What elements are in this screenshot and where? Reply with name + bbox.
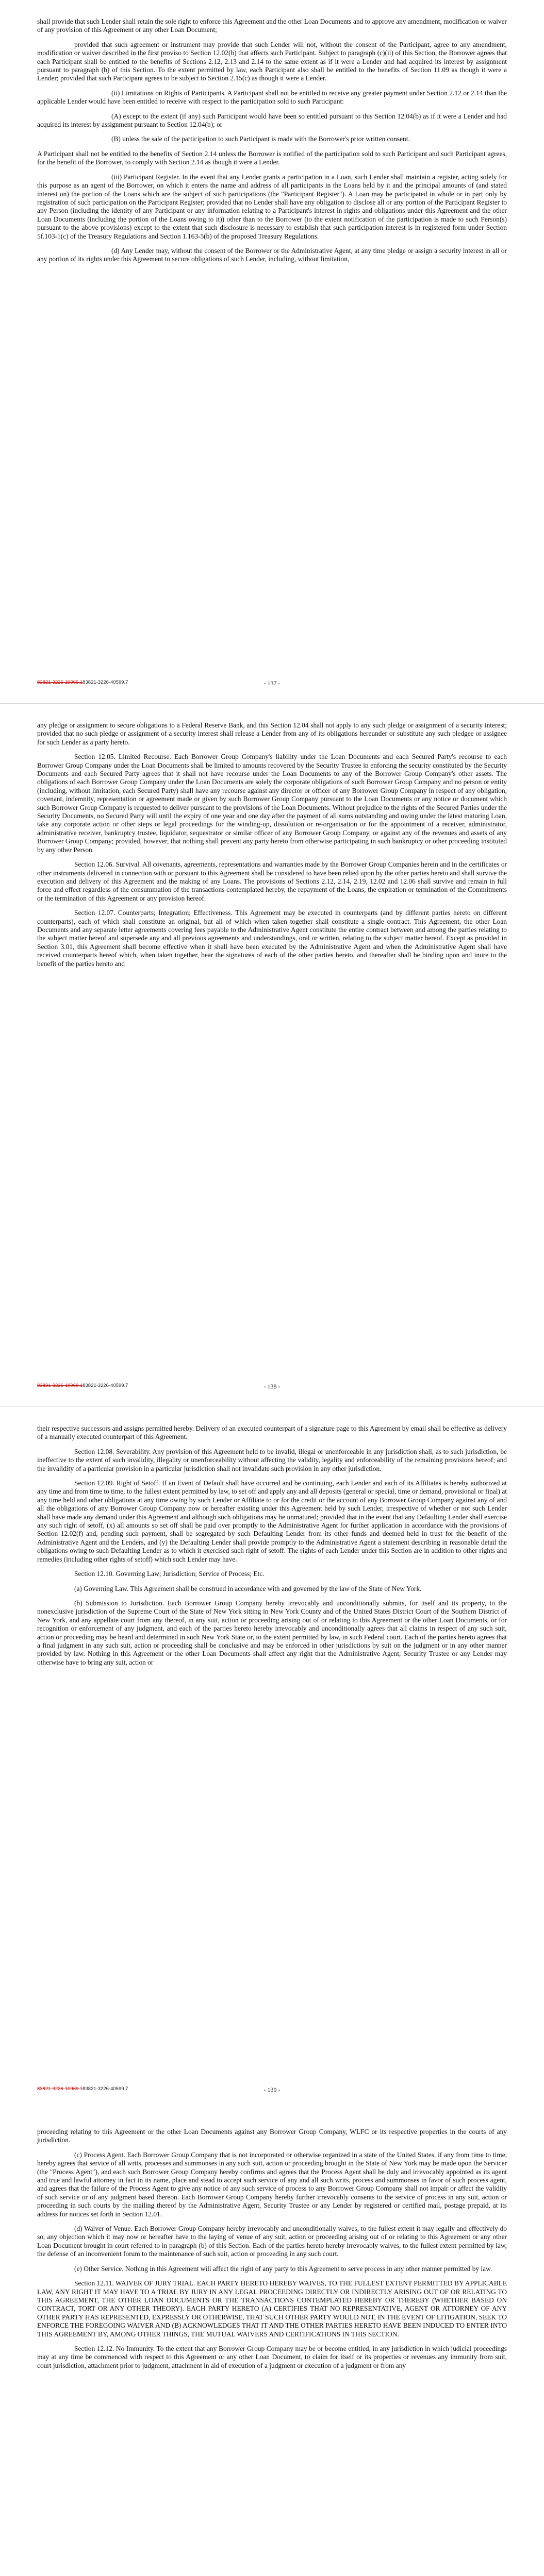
document-page bbox=[0, 703, 544, 1406]
page-number: - 139 - bbox=[263, 2086, 281, 2093]
document-id-current: 83821-3226-40599.7 bbox=[83, 2086, 128, 2092]
paragraph: (d) Any Lender may, without the consent of the Borrower or the Administrative Agent, at any time pledge or assign a security interest in all or any portion of its rights under this Agreement to secure obligations of such Lender, including, without limitation, bbox=[37, 246, 507, 263]
document-id-deleted: 83821-3226-10969.1 bbox=[37, 680, 83, 685]
page-number: - 137 - bbox=[263, 680, 281, 687]
paragraph: shall provide that such Lender shall retain the sole right to enforce this Agreement and the other Loan Documents and to approve any amendment, modification or waiver of any provision of this Agreement or any other Loan Document; bbox=[37, 18, 507, 34]
document-id-deleted: 83821-3226-10969.1 bbox=[37, 2086, 83, 2092]
paragraph: (iii) Participant Register. In the event that any Lender grants a participation in a Loan, such Lender shall maintain a register, acting solely for this purpose as an agent of the Borrower, on which it enters the name and address of all participants in the Loans held by it and the principal amounts of (and stated interest on) the portion of the Loans which are the subject of such participations (the "Participant Register"). A Loan may be participated in whole or in part only by registration of such participation on the Participant Register; provided that no Lender shall have any obligation to disclose all or any portion of the Participant Register to any Person (including the identity of any Participant or any information relating to a Participant's interest in rights and obligations under this Agreement and the other Loan Documents (including the portion of the Loans owing to it)) other than to the Borrower (to the extent notification of the participation is made to such Person(s) pursuant to the above provisions) except to the extent that such disclosure is necessary to establish that such participation interest is in registered form under Section 5f.103-1(c) of the Treasury Regulations and Section 1.163-5(b) of the proposed Treasury Regulations. bbox=[37, 173, 507, 240]
paragraph: Section 12.11. WAIVER OF JURY TRIAL. EACH PARTY HERETO HEREBY WAIVES, TO THE FULLEST EXTENT PERMITTED BY APPLICABLE LAW, ANY RIGHT IT MAY HAVE TO A TRIAL BY JURY IN ANY LEGAL PROCEEDING DIRECTLY OR INDIRECTLY ARISING OUT OF OR RELATING TO THIS AGREEMENT, THE OTHER LOAN DOCUMENTS OR THE TRANSACTIONS CONTEMPLATED HEREBY OR THEREBY (WHETHER BASED ON CONTRACT, TORT OR ANY OTHER THEORY). EACH PARTY HERETO (A) CERTIFIES THAT NO REPRESENTATIVE, AGENT OR ATTORNEY OF ANY OTHER PARTY HAS REPRESENTED, EXPRESSLY OR OTHERWISE, THAT SUCH OTHER PARTY WOULD NOT, IN THE EVENT OF LITIGATION, SEEK TO ENFORCE THE FOREGOING WAIVER AND (B) ACKNOWLEDGES THAT IT AND THE OTHER PARTIES HERETO HAVE BEEN INDUCED TO ENTER INTO THIS AGREEMENT BY, AMONG OTHER THINGS, THE MUTUAL WAIVERS AND CERTIFICATIONS IN THIS SECTION. bbox=[37, 2279, 507, 2338]
page-footer bbox=[37, 680, 507, 688]
paragraph: Section 12.12. No Immunity. To the extent that any Borrower Group Company may be or become entitled, in any jurisdiction in which judicial proceedings may at any time be commenced with respect to this Agreement or any other Loan Document, to claim for itself or its properties or revenues any immunity from suit, court jurisdiction, attachment prior to judgment, attachment in aid of execution of a judgment or execution of a judgment or from any bbox=[37, 2344, 507, 2369]
document-page bbox=[0, 1406, 544, 2110]
paragraph: (d) Waiver of Venue. Each Borrower Group Company hereby irrevocably and unconditionally waives, to the fullest extent it may legally and effectively do so, any objection which it may now or hereafter have to the laying of venue of any suit, action or proceeding arising out of or relating to this Agreement or any other Loan Document brought in court referred to in paragraph (b) of this Section. Each of the parties hereto hereby irrevocably waives, to the fullest extent permitted by law, the defense of an inconvenient forum to the maintenance of such suit, action or proceeding in any such court. bbox=[37, 2225, 507, 2258]
page-footer bbox=[37, 2086, 507, 2094]
page-body bbox=[37, 18, 507, 264]
document-id-current: 83821-3226-40599.7 bbox=[83, 680, 128, 685]
page-footer bbox=[37, 1383, 507, 1391]
document-page bbox=[0, 2110, 544, 2576]
paragraph: A Participant shall not be entitled to the benefits of Section 2.14 unless the Borrower is notified of the participation sold to such Participant and such Participant agrees, for the benefit of the Borrower, to comply with Section 2.14 as though it were a Lender. bbox=[37, 149, 507, 166]
paragraph: proceeding relating to this Agreement or the other Loan Documents against any Borrower Group Company, WLFC or its respective properties in the courts of any jurisdiction. bbox=[37, 2128, 507, 2144]
paragraph: provided that such agreement or instrument may provide that such Lender will not, without the consent of the Participant, agree to any amendment, modification or waiver described in the first proviso to Section 12.02(b) that affects such Participant. Subject to paragraph (c)(ii) of this Section, the Borrower agrees that each Participant shall be entitled to the benefits of Sections 2.12, 2.13 and 2.14 to the same extent as if it were a Lender and had acquired its interest by assignment pursuant to paragraph (b) of this Section. To the extent permitted by law, each Participant also shall be entitled to the benefits of Section 11.09 as though it were a Lender; provided that such Participant agrees to be subject to Section 2.15(c) as though it were a Lender. bbox=[37, 40, 507, 82]
paragraph: (b) Submission to Jurisdiction. Each Borrower Group Company hereby irrevocably and unconditionally submits, for itself and its property, to the nonexclusive jurisdiction of the Supreme Court of the State of New York sitting in New York County and of the United States District Court of the Southern District of New York, and any appellate court from any thereof, in any suit, action or proceeding arising out of or relating to this Agreement or the other Loan Documents, or for recognition or enforcement of any judgment, and each of the parties hereto hereby irrevocably and unconditionally agrees that all claims in respect of any such suit, action or proceeding may be heard and determined in such New York State or, to the extent permitted by law, in such Federal court. Each of the parties hereto agrees that a final judgment in any such suit, action or proceeding shall be conclusive and may be enforced in other jurisdictions by suit on the judgment or in any other manner provided by law. Nothing in this Agreement or the other Loan Documents shall affect any right that the Administrative Agent, Security Trustee or any Lender may otherwise have to bring any suit, action or bbox=[37, 1599, 507, 1666]
page-body bbox=[37, 2128, 507, 2370]
page-body bbox=[37, 721, 507, 968]
paragraph: (a) Governing Law. This Agreement shall be construed in accordance with and governed by the law of the State of New York. bbox=[74, 1584, 422, 1592]
paragraph: Section 12.10. Governing Law; Jurisdiction; Service of Process; Etc. bbox=[74, 1570, 265, 1578]
paragraph: (A) except to the extent (if any) such Participant would have been so entitled pursuant to this Section 12.04(b) as if it were a Lender and had acquired its interest by assignment pursuant to Section 12.04(b); or bbox=[37, 112, 507, 129]
paragraph: Section 12.09. Right of Setoff. If an Event of Default shall have occurred and be continuing, each Lender and each of its Affiliates is hereby authorized at any time and from time to time, to the fullest extent permitted by law, to set off and apply any and all deposits (general or special, time or demand, provisional or final) at any time held and other obligations at any time owing by such Lender or Affiliate to or for the credit or the account of any Borrower Group Company against any of and all the obligations of any Borrower Group Company now or hereafter existing under this Agreement held by such Lender, irrespective of whether or not such Lender shall have made any demand under this Agreement and although such obligations may be unmatured; provided that in the event that any Defaulting Lender shall exercise any such right of setoff, (x) all amounts so set off shall be paid over promptly to the Administrative Agent for further application in accordance with the provisions of Section 12.02(f) and, pending such payment, shall be segregated by such Defaulting Lender from its other funds and deemed held in trust for the benefit of the Administrative Agent and the Lenders, and (y) the Defaulting Lender shall provide promptly to the Administrative Agent a statement describing in reasonable detail the obligations owing to such Defaulting Lender as to which it exercised such right of setoff. The rights of each Lender under this Section are in addition to other rights and remedies (including other rights of setoff) which such Lender may have. bbox=[37, 1479, 507, 1563]
page-body bbox=[37, 1425, 507, 1667]
paragraph: their respective successors and assigns permitted hereby. Delivery of an executed counterpart of a signature page to this Agreement by email shall be effective as delivery of a manually executed counterpart of this Agreement. bbox=[37, 1425, 507, 1441]
paragraph: Section 12.08. Severability. Any provision of this Agreement held to be invalid, illegal or unenforceable in any jurisdiction shall, as to such jurisdiction, be ineffective to the extent of such invalidity, illegality or unenforceability without affecting the validity, legality and enforceability of the remaining provisions hereof; and the invalidity of a particular provision in a particular jurisdiction shall not invalidate such provision in any other jurisdiction. bbox=[37, 1447, 507, 1472]
paragraph: (B) unless the sale of the participation to such Participant is made with the Borrower's prior written consent. bbox=[111, 135, 410, 143]
paragraph: Section 12.07. Counterparts; Integration; Effectiveness. This Agreement may be executed in counterparts (and by different parties hereto on different counterparts), each of which shall constitute an original, but all of which when taken together shall constitute a single contract. This Agreement, the other Loan Documents and any separate letter agreements covering fees payable to the Administrative Agent constitute the entire contract between and among the parties relating to the subject matter hereof and supersede any and all previous agreements and understandings, oral or written, relating to the subject matter hereof. Except as provided in Section 3.01, this Agreement shall become effective when it shall have been executed by the Administrative Agent and when the Administrative Agent shall have received counterparts hereof which, when taken together, bear the signatures of each of the other parties hereto, and thereafter shall be binding upon and inure to the benefit of the parties hereto and bbox=[37, 909, 507, 968]
paragraph: any pledge or assignment to secure obligations to a Federal Reserve Bank, and this Section 12.04 shall not apply to any such pledge or assignment of a security interest; provided that no such pledge or assignment of a security interest shall release a Lender from any of its obligations hereunder or substitute any such pledgee or assignee for such Lender as a party hereto. bbox=[37, 721, 507, 746]
paragraph: (ii) Limitations on Rights of Participants. A Participant shall not be entitled to receive any greater payment under Section 2.12 or 2.14 than the applicable Lender would have been entitled to receive with respect to the participation sold to such Participant: bbox=[37, 89, 507, 106]
paragraph: Section 12.06. Survival. All covenants, agreements, representations and warranties made by the Borrower Group Companies herein and in the certificates or other instruments delivered in connection with or pursuant to this Agreement shall be considered to have been relied upon by the other parties hereto and shall survive the execution and delivery of this Agreement and the making of any Loans. The provisions of Sections 2.12, 2.14, 2.19, 12.02 and 12.06 shall survive and remain in full force and effect regardless of the consummation of the transactions contemplated hereby, the repayment of the Loans, the expiration or termination of the Commitments or the termination of this Agreement or any provision hereof. bbox=[37, 860, 507, 902]
document-id-deleted: 83821-3226-10969.1 bbox=[37, 1383, 83, 1388]
paragraph: Section 12.05. Limited Recourse. Each Borrower Group Company's liability under the Loan Documents and each Secured Party's recourse to each Borrower Group Company under the Loan Documents shall be limited to amounts recovered by the Security Trustee in enforcing the security constituted by the Security Documents and each Secured Party agrees that it shall not have recourse under the Loan Documents to any of the Borrower Group Company's other assets. The obligations of each Borrower Group Company under the Loan Documents are solely the corporate obligations of such Borrower Group Company and no person or entity (including, without limitation, each Secured Party) shall have any recourse against any director or officer of any Borrower Group Company in respect of any obligation, covenant, indemnity, representation or agreement made or given by such Borrower Group Company pursuant to the Loan Documents or any notice or document which such Borrower Group Company is requested to deliver pursuant to the provisions of the Loan Documents. Without prejudice to the rights of the Secured Parties under the Security Documents, no Secured Party will until the expiry of one year and one day after the payment of all sums outstanding and owing under the latest maturing Loan, take any corporate action or other steps or legal proceedings for the winding-up, dissolution or re-organisation or for the appointment of a receiver, administrator, administrative receiver, bankruptcy trustee, liquidator, sequestrator or similar officer of any Borrower Group Company, or against any of the revenues and assets of any Borrower Group Company; provided, however, that nothing shall prevent any party hereto from otherwise participating in such bankruptcy or other proceeding instituted by any other Person. bbox=[37, 753, 507, 854]
document-page bbox=[0, 0, 544, 703]
paragraph: (e) Other Service. Nothing in this Agreement will affect the right of any party to this Agreement to serve process in any other manner permitted by law. bbox=[74, 2264, 492, 2273]
paragraph: (c) Process Agent. Each Borrower Group Company that is not incorporated or otherwise organized in a state of the United States, if any from time to time, hereby agrees that service of all writs, processes and summonses in any such suit, action or proceeding brought in the State of New York may be made upon the Servicer (the "Process Agent"), and each such Borrower Group Company hereby confirms and agrees that the Process Agent shall be duly and irrevocably appointed as its agent and true and lawful attorney in fact in its name, place and stead to accept such service of any and all such writs, process and summonses in favor of such process agent, and agrees that the failure of the Process Agent to give any notice of any such service of process to any Borrower Group Company shall not impair or affect the validity of such service or of any judgment based thereon. Each Borrower Group Company hereby further irrevocably consents to the service of process in any suit, action or proceeding in such courts by the mailing thereof by the Administrative Agent, Security Trustee or any Lender by registered or certified mail, postage prepaid, at its address for notices set forth in Section 12.01. bbox=[37, 2150, 507, 2218]
page-number: - 138 - bbox=[263, 1383, 281, 1390]
document-id-current: 83821-3226-40599.7 bbox=[83, 1383, 128, 1388]
